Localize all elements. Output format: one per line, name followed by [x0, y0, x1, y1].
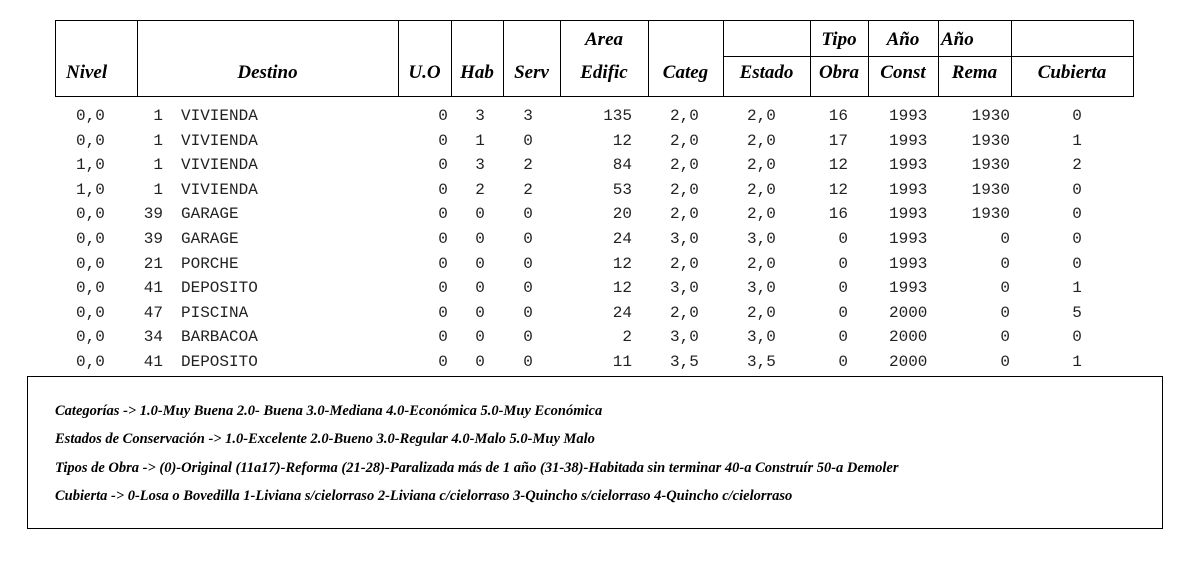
cell-cubierta: 5 — [1072, 303, 1082, 322]
cell-code: 47 — [143, 303, 163, 322]
cell-cubierta: 0 — [1072, 180, 1082, 199]
cell-destino: GARAGE — [181, 205, 239, 224]
cell-uo: 0 — [438, 230, 448, 248]
header-divider — [938, 20, 939, 97]
header-divider — [55, 20, 56, 97]
cell-uo: 0 — [438, 254, 448, 273]
cell-categ: 3,5 — [670, 353, 699, 371]
cell-serv: 3 — [523, 107, 533, 125]
cell-destino: PORCHE — [181, 254, 239, 273]
cell-const: 1993 — [889, 230, 928, 248]
cell-rema: 1930 — [971, 205, 1010, 224]
cell-estado: 3,5 — [747, 353, 776, 371]
cell-estado: 2,0 — [747, 131, 776, 150]
cell-tipo: 0 — [838, 328, 848, 347]
cell-categ: 2,0 — [670, 254, 699, 273]
header-divider — [1011, 20, 1012, 97]
cell-uo: 0 — [438, 303, 448, 322]
cell-hab: 0 — [475, 230, 485, 248]
header-serv: Serv — [514, 62, 549, 83]
table-row — [0, 129, 1200, 154]
header-ano-const-top: Año — [886, 29, 920, 50]
header-hab: Hab — [460, 62, 494, 83]
cell-categ: 2,0 — [670, 303, 699, 322]
cell-cubierta: 0 — [1072, 107, 1082, 125]
cell-area: 12 — [612, 254, 632, 273]
cell-categ: 2,0 — [670, 107, 699, 125]
cell-code: 1 — [153, 107, 163, 125]
cell-destino: VIVIENDA — [181, 107, 258, 125]
cell-cubierta: 1 — [1072, 353, 1082, 371]
cell-cubierta: 0 — [1072, 254, 1082, 273]
cell-categ: 3,0 — [670, 279, 699, 298]
cell-hab: 3 — [475, 156, 485, 175]
cell-code: 41 — [143, 353, 163, 371]
cell-serv: 0 — [523, 131, 533, 150]
header-divider — [398, 20, 399, 97]
header-destino: Destino — [237, 62, 298, 83]
cell-estado: 3,0 — [747, 328, 776, 347]
cell-const: 2000 — [889, 353, 928, 371]
cell-rema: 0 — [1000, 328, 1010, 347]
cell-destino: DEPOSITO — [181, 279, 258, 298]
header-mid-line — [723, 56, 1011, 57]
cell-area: 11 — [612, 353, 632, 371]
cell-tipo: 0 — [838, 230, 848, 248]
cell-tipo: 0 — [838, 279, 848, 298]
cell-serv: 2 — [523, 180, 533, 199]
header-divider — [723, 20, 724, 97]
cell-destino: VIVIENDA — [181, 156, 258, 175]
header-tipo-top: Tipo — [821, 29, 857, 50]
cell-serv: 0 — [523, 254, 533, 273]
header-estado: Estado — [739, 62, 794, 83]
cell-tipo: 16 — [828, 107, 848, 125]
header-ano-rema-top: Año — [941, 29, 974, 50]
cell-const: 2000 — [889, 328, 928, 347]
cell-serv: 0 — [523, 353, 533, 371]
cell-rema: 0 — [1000, 303, 1010, 322]
cell-uo: 0 — [438, 205, 448, 224]
legend-categorias: Categorías -> 1.0-Muy Buena 2.0- Buena 3.0-Mediana 4.0-Económica 5.0-Muy Económica — [55, 403, 603, 419]
cell-destino: BARBACOA — [181, 328, 258, 347]
cell-destino: VIVIENDA — [181, 180, 258, 199]
cell-area: 53 — [612, 180, 632, 199]
cell-serv: 0 — [523, 303, 533, 322]
cell-estado: 2,0 — [747, 107, 776, 125]
table-row — [0, 227, 1200, 252]
cell-rema: 1930 — [971, 131, 1010, 150]
cell-const: 2000 — [889, 303, 928, 322]
cell-estado: 2,0 — [747, 156, 776, 175]
header-area-bottom: Edific — [580, 62, 628, 83]
table-row — [0, 104, 1200, 129]
cell-estado: 2,0 — [747, 180, 776, 199]
cell-rema: 1930 — [971, 156, 1010, 175]
header-mid-line — [1011, 56, 1133, 57]
header-ano-rema-bottom: Rema — [951, 62, 998, 83]
cell-nivel: 0,0 — [76, 303, 105, 322]
cell-code: 1 — [153, 131, 163, 150]
legend-cubierta: Cubierta -> 0-Losa o Bovedilla 1-Liviana s/cielorraso 2-Liviana c/cielorraso 3-Quincho s/cielorraso 4-Quincho c/cielorraso — [55, 488, 793, 504]
table-row — [0, 350, 1200, 375]
cell-estado: 2,0 — [747, 205, 776, 224]
cell-hab: 0 — [475, 254, 485, 273]
header-divider — [137, 20, 138, 97]
cell-area: 24 — [612, 230, 632, 248]
cell-area: 24 — [612, 303, 632, 322]
cell-const: 1993 — [889, 180, 928, 199]
cell-categ: 2,0 — [670, 205, 699, 224]
cell-code: 1 — [153, 156, 163, 175]
cell-estado: 3,0 — [747, 230, 776, 248]
cell-cubierta: 0 — [1072, 230, 1082, 248]
cell-uo: 0 — [438, 279, 448, 298]
header-nivel: Nivel — [66, 62, 108, 83]
legend-estados: Estados de Conservación -> 1.0-Excelente 2.0-Bueno 3.0-Regular 4.0-Malo 5.0-Muy Malo — [55, 431, 595, 447]
cell-cubierta: 1 — [1072, 279, 1082, 298]
cell-nivel: 0,0 — [76, 279, 105, 298]
cell-categ: 3,0 — [670, 230, 699, 248]
cell-hab: 3 — [475, 107, 485, 125]
header-divider — [648, 20, 649, 97]
cell-hab: 0 — [475, 328, 485, 347]
cell-area: 12 — [612, 279, 632, 298]
cell-const: 1993 — [889, 254, 928, 273]
cell-categ: 2,0 — [670, 156, 699, 175]
cell-area: 12 — [612, 131, 632, 150]
cell-destino: GARAGE — [181, 230, 239, 248]
cell-rema: 1930 — [971, 107, 1010, 125]
cell-tipo: 17 — [828, 131, 848, 150]
table-row — [0, 252, 1200, 277]
cell-nivel: 0,0 — [76, 353, 105, 371]
cell-rema: 0 — [1000, 230, 1010, 248]
cell-destino: DEPOSITO — [181, 353, 258, 371]
header-divider — [451, 20, 452, 97]
cell-serv: 0 — [523, 230, 533, 248]
cell-code: 34 — [143, 328, 163, 347]
cell-code: 41 — [143, 279, 163, 298]
cell-serv: 0 — [523, 328, 533, 347]
cell-tipo: 12 — [828, 180, 848, 199]
cell-hab: 0 — [475, 303, 485, 322]
table-row — [0, 153, 1200, 178]
cell-cubierta: 2 — [1072, 156, 1082, 175]
cell-uo: 0 — [438, 328, 448, 347]
header-cubierta: Cubierta — [1037, 62, 1107, 83]
cell-uo: 0 — [438, 131, 448, 150]
cell-rema: 1930 — [971, 180, 1010, 199]
cell-const: 1993 — [889, 279, 928, 298]
header-divider — [1133, 20, 1134, 97]
cell-area: 2 — [622, 328, 632, 347]
cell-estado: 2,0 — [747, 254, 776, 273]
cell-serv: 0 — [523, 279, 533, 298]
cell-area: 84 — [612, 156, 632, 175]
legend-tipos-obra: Tipos de Obra -> (0)-Original (11a17)-Reforma (21-28)-Paralizada más de 1 año (31-38)-Habitada sin terminar 40-a Construír 50-a Demoler — [55, 460, 899, 476]
cell-hab: 2 — [475, 180, 485, 199]
header-ano-const-bottom: Const — [880, 62, 926, 83]
cell-nivel: 0,0 — [76, 131, 105, 150]
cell-hab: 0 — [475, 353, 485, 371]
cell-tipo: 0 — [838, 303, 848, 322]
table-header — [55, 20, 1134, 97]
cell-nivel: 1,0 — [76, 156, 105, 175]
cell-nivel: 0,0 — [76, 205, 105, 224]
cell-nivel: 0,0 — [76, 107, 105, 125]
cell-const: 1993 — [889, 131, 928, 150]
cell-tipo: 16 — [828, 205, 848, 224]
table-row — [0, 202, 1200, 227]
cell-nivel: 1,0 — [76, 180, 105, 199]
cell-categ: 3,0 — [670, 328, 699, 347]
cell-area: 20 — [612, 205, 632, 224]
cell-uo: 0 — [438, 107, 448, 125]
cell-serv: 0 — [523, 205, 533, 224]
table-row — [0, 301, 1200, 326]
cell-const: 1993 — [889, 107, 928, 125]
cell-code: 39 — [143, 230, 163, 248]
cell-nivel: 0,0 — [76, 254, 105, 273]
cell-uo: 0 — [438, 353, 448, 371]
cell-cubierta: 1 — [1072, 131, 1082, 150]
cell-code: 21 — [143, 254, 163, 273]
cell-tipo: 12 — [828, 156, 848, 175]
cell-destino: VIVIENDA — [181, 131, 258, 150]
cell-categ: 2,0 — [670, 131, 699, 150]
legend-box — [27, 376, 1163, 529]
header-tipo-bottom: Obra — [818, 62, 860, 83]
cell-categ: 2,0 — [670, 180, 699, 199]
table-row — [0, 276, 1200, 301]
header-area-top: Area — [585, 29, 623, 50]
cell-uo: 0 — [438, 156, 448, 175]
cell-serv: 2 — [523, 156, 533, 175]
cell-hab: 0 — [475, 205, 485, 224]
cell-const: 1993 — [889, 156, 928, 175]
table-row — [0, 325, 1200, 350]
header-bottom-border — [55, 96, 1133, 97]
cell-rema: 0 — [1000, 254, 1010, 273]
cell-area: 135 — [603, 107, 632, 125]
cell-tipo: 0 — [838, 254, 848, 273]
cell-destino: PISCINA — [181, 303, 249, 322]
table-row — [0, 178, 1200, 203]
cell-code: 39 — [143, 205, 163, 224]
cell-nivel: 0,0 — [76, 328, 105, 347]
cell-code: 1 — [153, 180, 163, 199]
cell-rema: 0 — [1000, 279, 1010, 298]
cell-hab: 0 — [475, 279, 485, 298]
cell-rema: 0 — [1000, 353, 1010, 371]
header-top-border — [55, 20, 1133, 21]
cell-const: 1993 — [889, 205, 928, 224]
cell-uo: 0 — [438, 180, 448, 199]
cell-tipo: 0 — [838, 353, 848, 371]
header-divider — [503, 20, 504, 97]
cell-estado: 2,0 — [747, 303, 776, 322]
cell-cubierta: 0 — [1072, 328, 1082, 347]
cell-nivel: 0,0 — [76, 230, 105, 248]
header-categ: Categ — [662, 62, 709, 83]
cell-cubierta: 0 — [1072, 205, 1082, 224]
cell-hab: 1 — [475, 131, 485, 150]
header-uo: U.O — [408, 62, 441, 83]
cell-estado: 3,0 — [747, 279, 776, 298]
